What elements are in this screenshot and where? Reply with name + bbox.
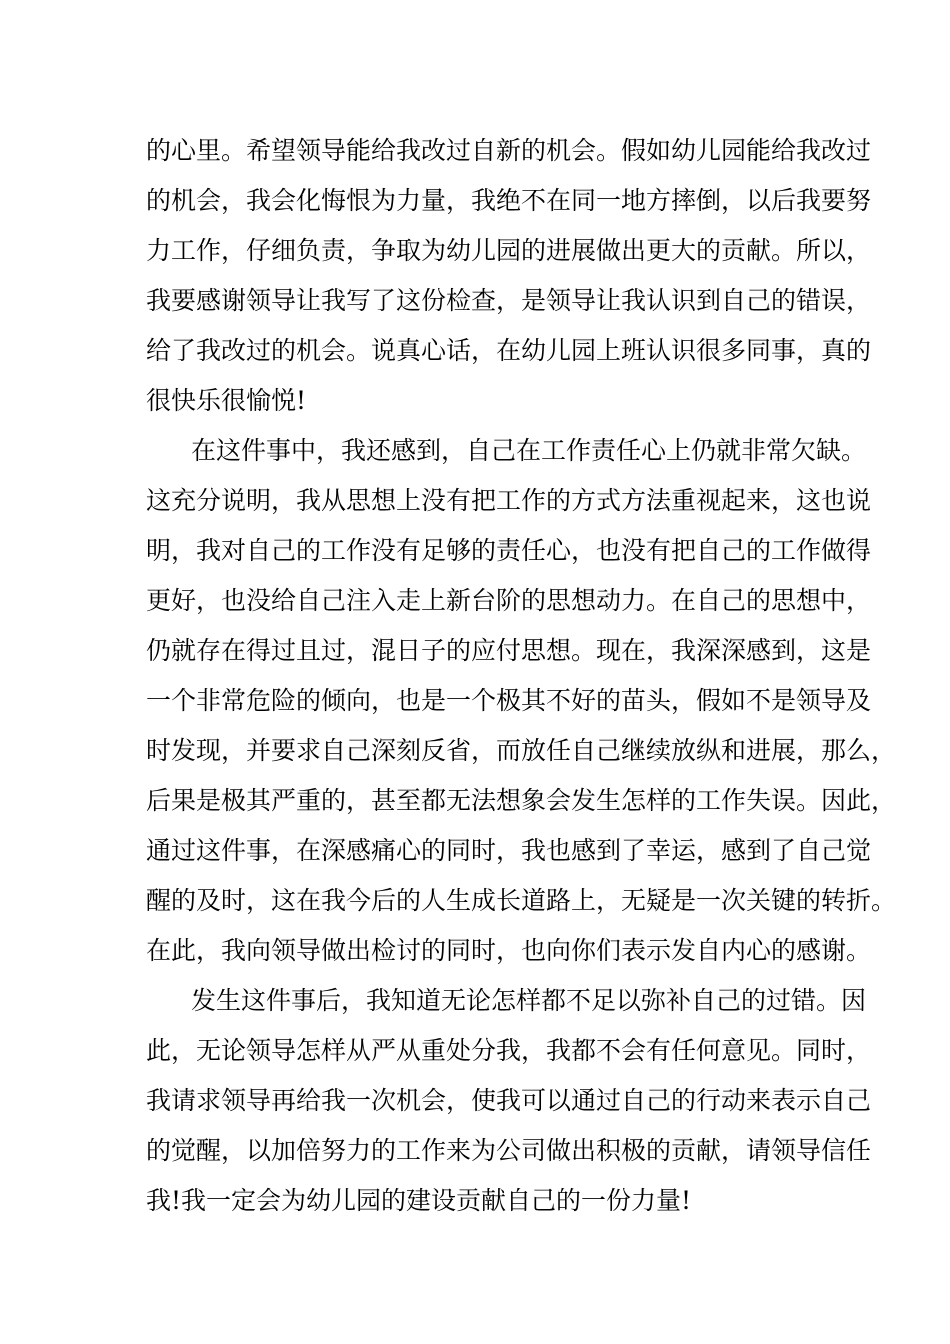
text-line: 时发现，并要求自己深刻反省，而放任自己继续放纵和进展，那么， (146, 736, 897, 765)
text-line: 在这件事中，我还感到，自己在工作责任心上仍就非常欠缺。 (191, 436, 867, 465)
text-line: 力工作，仔细负责，争取为幼儿园的进展做出更大的贡献。所以， (146, 236, 872, 265)
text-line: 此，无论领导怎样从严从重处分我，我都不会有任何意见。同时， (146, 1036, 872, 1065)
text-line: 的觉醒，以加倍努力的工作来为公司做出积极的贡献，请领导信任 (146, 1136, 872, 1165)
text-line: 明，我对自己的工作没有足够的责任心，也没有把自己的工作做得 (146, 536, 872, 565)
text-line: 发生这件事后，我知道无论怎样都不足以弥补自己的过错。因 (191, 986, 867, 1015)
text-line: 醒的及时，这在我今后的人生成长道路上，无疑是一次关键的转折。 (146, 886, 897, 915)
paragraph-3 (146, 976, 872, 1226)
text-line: 这充分说明，我从思想上没有把工作的方式方法重视起来，这也说 (146, 486, 872, 515)
text-line: 的机会，我会化悔恨为力量，我绝不在同一地方摔倒，以后我要努 (146, 186, 872, 215)
text-line: 后果是极其严重的，甚至都无法想象会发生怎样的工作失误。因此， (146, 786, 897, 815)
document-body (146, 126, 897, 1226)
paragraph-2 (146, 426, 897, 976)
text-line: 通过这件事，在深感痛心的同时，我也感到了幸运，感到了自己觉 (146, 836, 872, 865)
text-line: 更好，也没给自己注入走上新台阶的思想动力。在自己的思想中， (146, 586, 872, 615)
text-line: 我要感谢领导让我写了这份检查，是领导让我认识到自己的错误， (146, 286, 872, 315)
text-line: 我!我一定会为幼儿园的建设贡献自己的一份力量! (146, 1186, 692, 1215)
text-line: 很快乐很愉悦! (146, 386, 307, 415)
text-line: 给了我改过的机会。说真心话，在幼儿园上班认识很多同事，真的 (146, 336, 872, 365)
text-line: 在此，我向领导做出检讨的同时，也向你们表示发自内心的感谢。 (146, 936, 872, 965)
paragraph-1 (146, 126, 872, 426)
text-line: 的心里。希望领导能给我改过自新的机会。假如幼儿园能给我改过 (146, 136, 872, 165)
text-line: 我请求领导再给我一次机会，使我可以通过自己的行动来表示自己 (146, 1086, 872, 1115)
text-line: 仍就存在得过且过，混日子的应付思想。现在，我深深感到，这是 (146, 636, 872, 665)
text-line: 一个非常危险的倾向，也是一个极其不好的苗头，假如不是领导及 (146, 686, 872, 715)
